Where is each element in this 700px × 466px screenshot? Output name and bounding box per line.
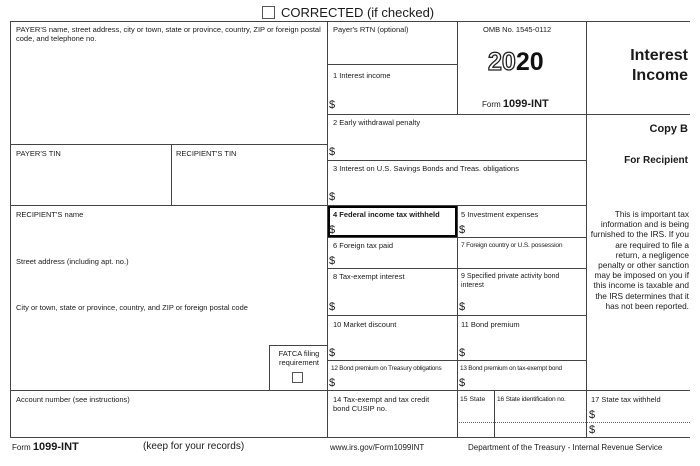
- box4-dollar: $: [329, 224, 336, 236]
- box17-label: 17 State tax withheld: [591, 395, 661, 404]
- box17-dollar-1: $: [589, 409, 596, 421]
- form-bottom-border: [10, 437, 690, 438]
- box10-dollar: $: [329, 347, 336, 359]
- box2-dollar: $: [329, 146, 336, 158]
- payer-tin-label: PAYER'S TIN: [16, 149, 61, 158]
- box17-dollar-2: $: [589, 424, 596, 436]
- box7-label: 7 Foreign country or U.S. possession: [461, 242, 563, 249]
- footer-form-name: 1099-INT: [32, 441, 79, 453]
- recipient-name-label: RECIPIENT'S name: [16, 210, 84, 219]
- form-word: Form: [482, 100, 501, 109]
- box5-dollar: $: [459, 224, 466, 236]
- box14-field[interactable]: [328, 414, 456, 436]
- box8-dollar: $: [329, 301, 336, 313]
- box10-label: 10 Market discount: [333, 320, 397, 329]
- fatca-label: FATCA filing requirement: [278, 349, 320, 367]
- box13-label: 13 Bond premium on tax-exempt bond: [460, 365, 562, 372]
- rule: [10, 390, 327, 391]
- fatca-checkbox[interactable]: [292, 372, 303, 383]
- box12-label: 12 Bond premium on Treasury obligations: [331, 365, 442, 372]
- rule: [269, 345, 270, 390]
- recipient-tin-field[interactable]: [172, 160, 326, 204]
- box8-field[interactable]: [339, 284, 456, 314]
- box17-field-2[interactable]: [599, 423, 689, 436]
- box12-dollar: $: [329, 377, 336, 389]
- box11-field[interactable]: [469, 331, 585, 359]
- box7-field[interactable]: [458, 251, 585, 267]
- box4-label: 4 Federal income tax withheld: [333, 210, 440, 219]
- form-title: [590, 46, 688, 86]
- street-address-field[interactable]: [11, 268, 326, 298]
- footer-url: www.irs.gov/Form1099INT: [330, 443, 425, 452]
- account-number-field[interactable]: [11, 405, 326, 436]
- rule: [586, 114, 690, 115]
- tax-notice: This is important tax information and is being furnished to the IRS. If you are required to file a return, a negligence penalty or other sanction may be imposed on you if this income is taxable and the IRS determines that it has not been reported.: [590, 209, 689, 311]
- box1-field[interactable]: [339, 82, 456, 113]
- box13-field[interactable]: [469, 373, 585, 389]
- copy-b-label: Copy B: [649, 123, 688, 135]
- rule: [327, 114, 586, 115]
- box6-dollar: $: [329, 255, 336, 267]
- for-recipient-label: For Recipient: [624, 155, 688, 166]
- rule: [457, 205, 458, 437]
- tax-year-suffix: 20: [515, 48, 544, 76]
- city-field[interactable]: [11, 314, 268, 344]
- rule: [269, 345, 327, 346]
- rule: [327, 160, 586, 161]
- box3-field[interactable]: [339, 175, 585, 204]
- rule: [327, 64, 457, 65]
- box2-label: 2 Early withdrawal penalty: [333, 118, 421, 127]
- box9-dollar: $: [459, 301, 466, 313]
- box6-label: 6 Foreign tax paid: [333, 241, 394, 250]
- box5-field[interactable]: [469, 220, 585, 236]
- payer-info-label: PAYER'S name, street address, city or town, state or province, country, ZIP or foreign postal code, and telephone no.: [16, 25, 321, 43]
- box10-field[interactable]: [339, 331, 456, 359]
- footer-form-id: [12, 441, 79, 454]
- rule: [10, 144, 327, 145]
- box1-dollar: $: [329, 99, 336, 111]
- box16-field[interactable]: [495, 405, 585, 436]
- rule: [586, 21, 587, 437]
- box15-label: 15 State: [460, 396, 486, 403]
- box1-label: 1 Interest income: [333, 71, 391, 80]
- box17-field-1[interactable]: [599, 405, 689, 421]
- box3-label: 3 Interest on U.S. Savings Bonds and Treas. obligations: [333, 164, 519, 173]
- form-name: 1099-INT: [502, 98, 549, 110]
- box9-field[interactable]: [469, 292, 585, 314]
- recipient-tin-label: RECIPIENT'S TIN: [176, 149, 237, 158]
- footer-form-word: Form: [12, 443, 31, 452]
- box9-label: 9 Specified private activity bond interest: [461, 273, 560, 289]
- footer-keep-note: (keep for your records): [143, 441, 245, 452]
- form-top-border: [10, 21, 690, 22]
- box4-field[interactable]: [339, 220, 455, 236]
- footer-department: Department of the Treasury - Internal Revenue Service: [468, 443, 663, 452]
- account-number-label: Account number (see instructions): [16, 395, 130, 404]
- recipient-name-field[interactable]: [11, 220, 326, 250]
- box3-dollar: $: [329, 191, 336, 203]
- payer-rtn-field[interactable]: [328, 35, 456, 63]
- street-address-label: Street address (including apt. no.): [16, 257, 129, 266]
- rule: [10, 205, 327, 206]
- payer-info-field[interactable]: [11, 45, 326, 143]
- box16-label: 16 State identification no.: [497, 396, 566, 403]
- box11-label: 11 Bond premium: [461, 320, 520, 329]
- box15-field[interactable]: [458, 405, 493, 436]
- omb-number: OMB No. 1545-0112: [483, 25, 552, 34]
- corrected-label: CORRECTED (if checked): [281, 5, 435, 20]
- box11-dollar: $: [459, 347, 466, 359]
- box8-label: 8 Tax-exempt interest: [333, 272, 405, 281]
- payer-tin-field[interactable]: [11, 160, 170, 204]
- tax-year: [488, 48, 544, 76]
- box12-field[interactable]: [339, 373, 456, 389]
- box2-field[interactable]: [339, 129, 585, 159]
- box13-dollar: $: [459, 377, 466, 389]
- payer-rtn-label: Payer's RTN (optional): [333, 25, 409, 34]
- box6-field[interactable]: [339, 251, 456, 267]
- box5-label: 5 Investment expenses: [461, 210, 539, 219]
- form-title-line2: Income: [631, 67, 688, 84]
- rule: [457, 21, 458, 114]
- form-title-line1: Interest: [630, 47, 688, 64]
- rule: [327, 390, 690, 391]
- form-id: [482, 99, 549, 110]
- city-label: City or town, state or province, country, and ZIP or foreign postal code: [16, 303, 248, 312]
- box14-label: 14 Tax-exempt and tax credit bond CUSIP no.: [333, 395, 430, 413]
- tax-year-prefix: 20: [488, 48, 516, 76]
- corrected-checkbox[interactable]: [262, 6, 275, 19]
